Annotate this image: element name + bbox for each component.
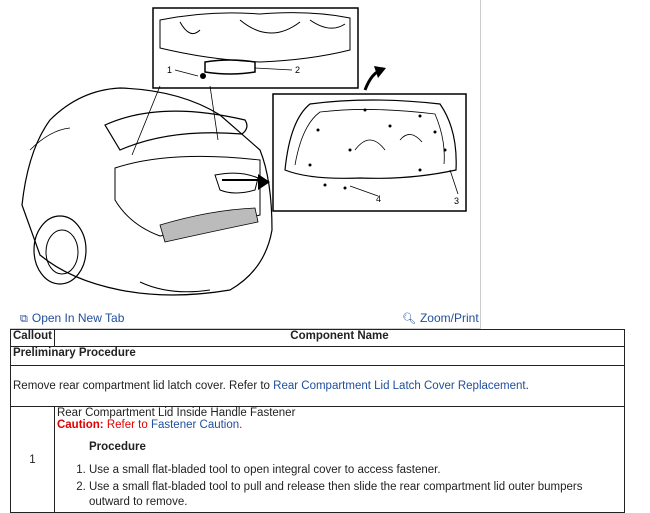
list-item: 1. Use a small flat-bladed tool to open integral cover to access fastener.: [89, 463, 622, 478]
preliminary-procedure-text: [11, 366, 625, 407]
procedure-title: Procedure: [88, 441, 146, 453]
open-in-new-tab-label: Open In New Tab: [31, 311, 125, 325]
component-cell: [54, 407, 624, 513]
component-table: [10, 329, 625, 513]
table-row: [11, 407, 625, 513]
callout-label: 1: [167, 65, 173, 75]
table-row: [11, 347, 625, 366]
new-tab-icon: ⧉: [20, 313, 28, 325]
preliminary-procedure-title: Preliminary Procedure: [11, 347, 625, 366]
list-item: 2. Use a small flat-bladed tool to pull and release then slide the rear compartment lid outer bumpers outward to remove.: [89, 480, 622, 510]
zoom-print-label: Zoom/Print: [419, 311, 479, 325]
caution-text: Refer to: [103, 419, 151, 431]
open-in-new-tab-link[interactable]: [20, 311, 124, 326]
caution-suffix: .: [239, 419, 243, 431]
caution-label: Caution:: [56, 419, 104, 431]
callout-label: 4: [376, 194, 382, 204]
fastener-caution-link[interactable]: Fastener Caution: [150, 419, 240, 431]
latch-cover-replacement-link[interactable]: Rear Compartment Lid Latch Cover Replacement: [273, 380, 526, 392]
header-callout: Callout: [11, 330, 55, 347]
zoom-print-link[interactable]: [402, 311, 479, 325]
callout-number: 1: [11, 407, 55, 513]
illustration-panel: [10, 0, 481, 329]
callout-label: 3: [454, 196, 460, 206]
trunk-lid-illustration: [10, 0, 480, 310]
component-name: Rear Compartment Lid Inside Handle Fastener: [56, 407, 296, 419]
preliminary-text: Remove rear compartment lid latch cover. Refer to: [13, 380, 274, 392]
table-header-row: [11, 330, 625, 347]
caution-line: [57, 419, 622, 431]
header-component-name: Component Name: [54, 330, 624, 347]
table-row: [11, 366, 625, 407]
magnifier-icon: 🔍︎: [402, 313, 416, 325]
preliminary-suffix: .: [525, 380, 529, 392]
procedure-steps: [57, 463, 622, 510]
callout-label: 2: [295, 65, 301, 75]
